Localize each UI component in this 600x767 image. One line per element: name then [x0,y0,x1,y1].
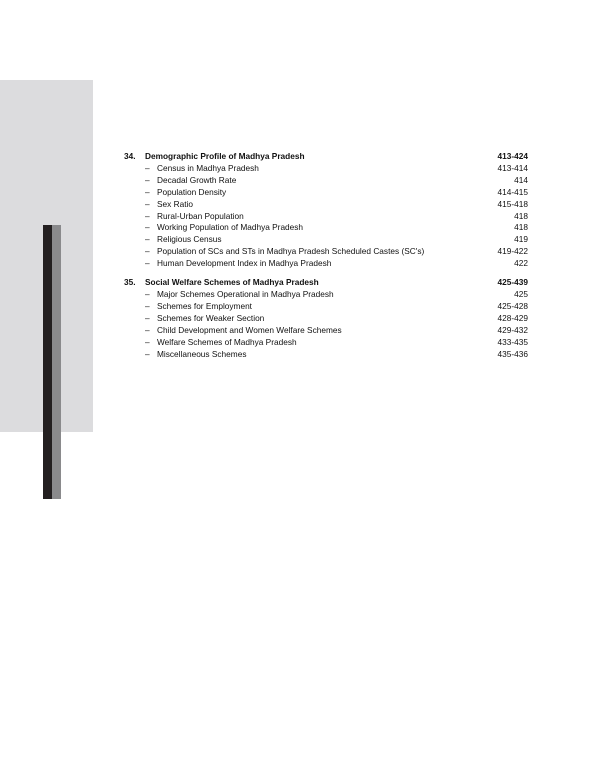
section-title: Demographic Profile of Madhya Pradesh [145,151,305,161]
toc-item-pages: 435-436 [497,348,528,359]
toc-item-title: Religious Census [157,234,222,245]
toc-item[interactable] [124,246,528,258]
toc-item-title: Sex Ratio [157,198,193,209]
toc-section-heading[interactable] [124,151,528,163]
toc-item-title: Human Development Index in Madhya Pradesh [157,258,332,269]
toc-item[interactable] [124,337,528,349]
toc-item-title: Population Density [157,186,227,197]
toc-item[interactable] [124,199,528,211]
toc-item[interactable] [124,349,528,361]
section-pages: 413-424 [497,151,528,161]
toc-item[interactable] [124,289,528,301]
toc-item-title: Decadal Growth Rate [157,174,237,185]
dash-bullet: – [145,162,150,173]
toc-item-title: Miscellaneous Schemes [157,348,247,359]
section-number: 34. [124,151,136,161]
toc-item-pages: 418 [514,210,528,221]
toc-item[interactable] [124,222,528,234]
vertical-bar-dark [43,225,52,499]
toc-item-title: Schemes for Employment [157,300,252,311]
section-number: 35. [124,277,136,288]
toc-item-pages: 419 [514,234,528,245]
table-of-contents [124,151,528,360]
dash-bullet: – [145,234,150,245]
toc-item-pages: 428-429 [497,312,528,323]
dash-bullet: – [145,246,150,257]
section-spacer [124,270,528,277]
dash-bullet: – [145,198,150,209]
dash-bullet: – [145,186,150,197]
section-pages: 425-439 [497,277,528,288]
toc-item[interactable] [124,258,528,270]
toc-item-pages: 418 [514,222,528,233]
toc-item-pages: 433-435 [497,336,528,347]
toc-item[interactable] [124,301,528,313]
section-title: Social Welfare Schemes of Madhya Pradesh [145,277,319,288]
toc-item[interactable] [124,163,528,175]
dash-bullet: – [145,288,150,299]
dash-bullet: – [145,324,150,335]
toc-item-title: Major Schemes Operational in Madhya Pradesh [157,288,334,299]
toc-item-pages: 425-428 [497,300,528,311]
dash-bullet: – [145,336,150,347]
toc-item[interactable] [124,313,528,325]
toc-item-pages: 422 [514,258,528,269]
toc-item[interactable] [124,234,528,246]
toc-section-heading[interactable] [124,277,528,289]
toc-item[interactable] [124,325,528,337]
toc-item[interactable] [124,211,528,223]
toc-item-pages: 425 [514,288,528,299]
toc-item-title: Working Population of Madhya Pradesh [157,222,304,233]
toc-item-title: Schemes for Weaker Section [157,312,265,323]
toc-item-pages: 419-422 [497,246,528,257]
toc-item-pages: 414 [514,174,528,185]
toc-item-title: Population of SCs and STs in Madhya Pradesh Scheduled Castes (SC's) [157,246,425,257]
toc-item[interactable] [124,175,528,187]
toc-item-pages: 413-414 [497,162,528,173]
dash-bullet: – [145,222,150,233]
toc-item-pages: 414-415 [497,186,528,197]
vertical-bar-gray [52,225,61,499]
dash-bullet: – [145,174,150,185]
toc-item-title: Rural-Urban Population [157,210,244,221]
dash-bullet: – [145,312,150,323]
dash-bullet: – [145,348,150,359]
toc-item-pages: 415-418 [497,198,528,209]
toc-item[interactable] [124,187,528,199]
dash-bullet: – [145,258,150,269]
dash-bullet: – [145,210,150,221]
dash-bullet: – [145,300,150,311]
toc-item-title: Welfare Schemes of Madhya Pradesh [157,336,297,347]
toc-item-title: Census in Madhya Pradesh [157,162,259,173]
toc-item-pages: 429-432 [497,324,528,335]
toc-item-title: Child Development and Women Welfare Schemes [157,324,342,335]
